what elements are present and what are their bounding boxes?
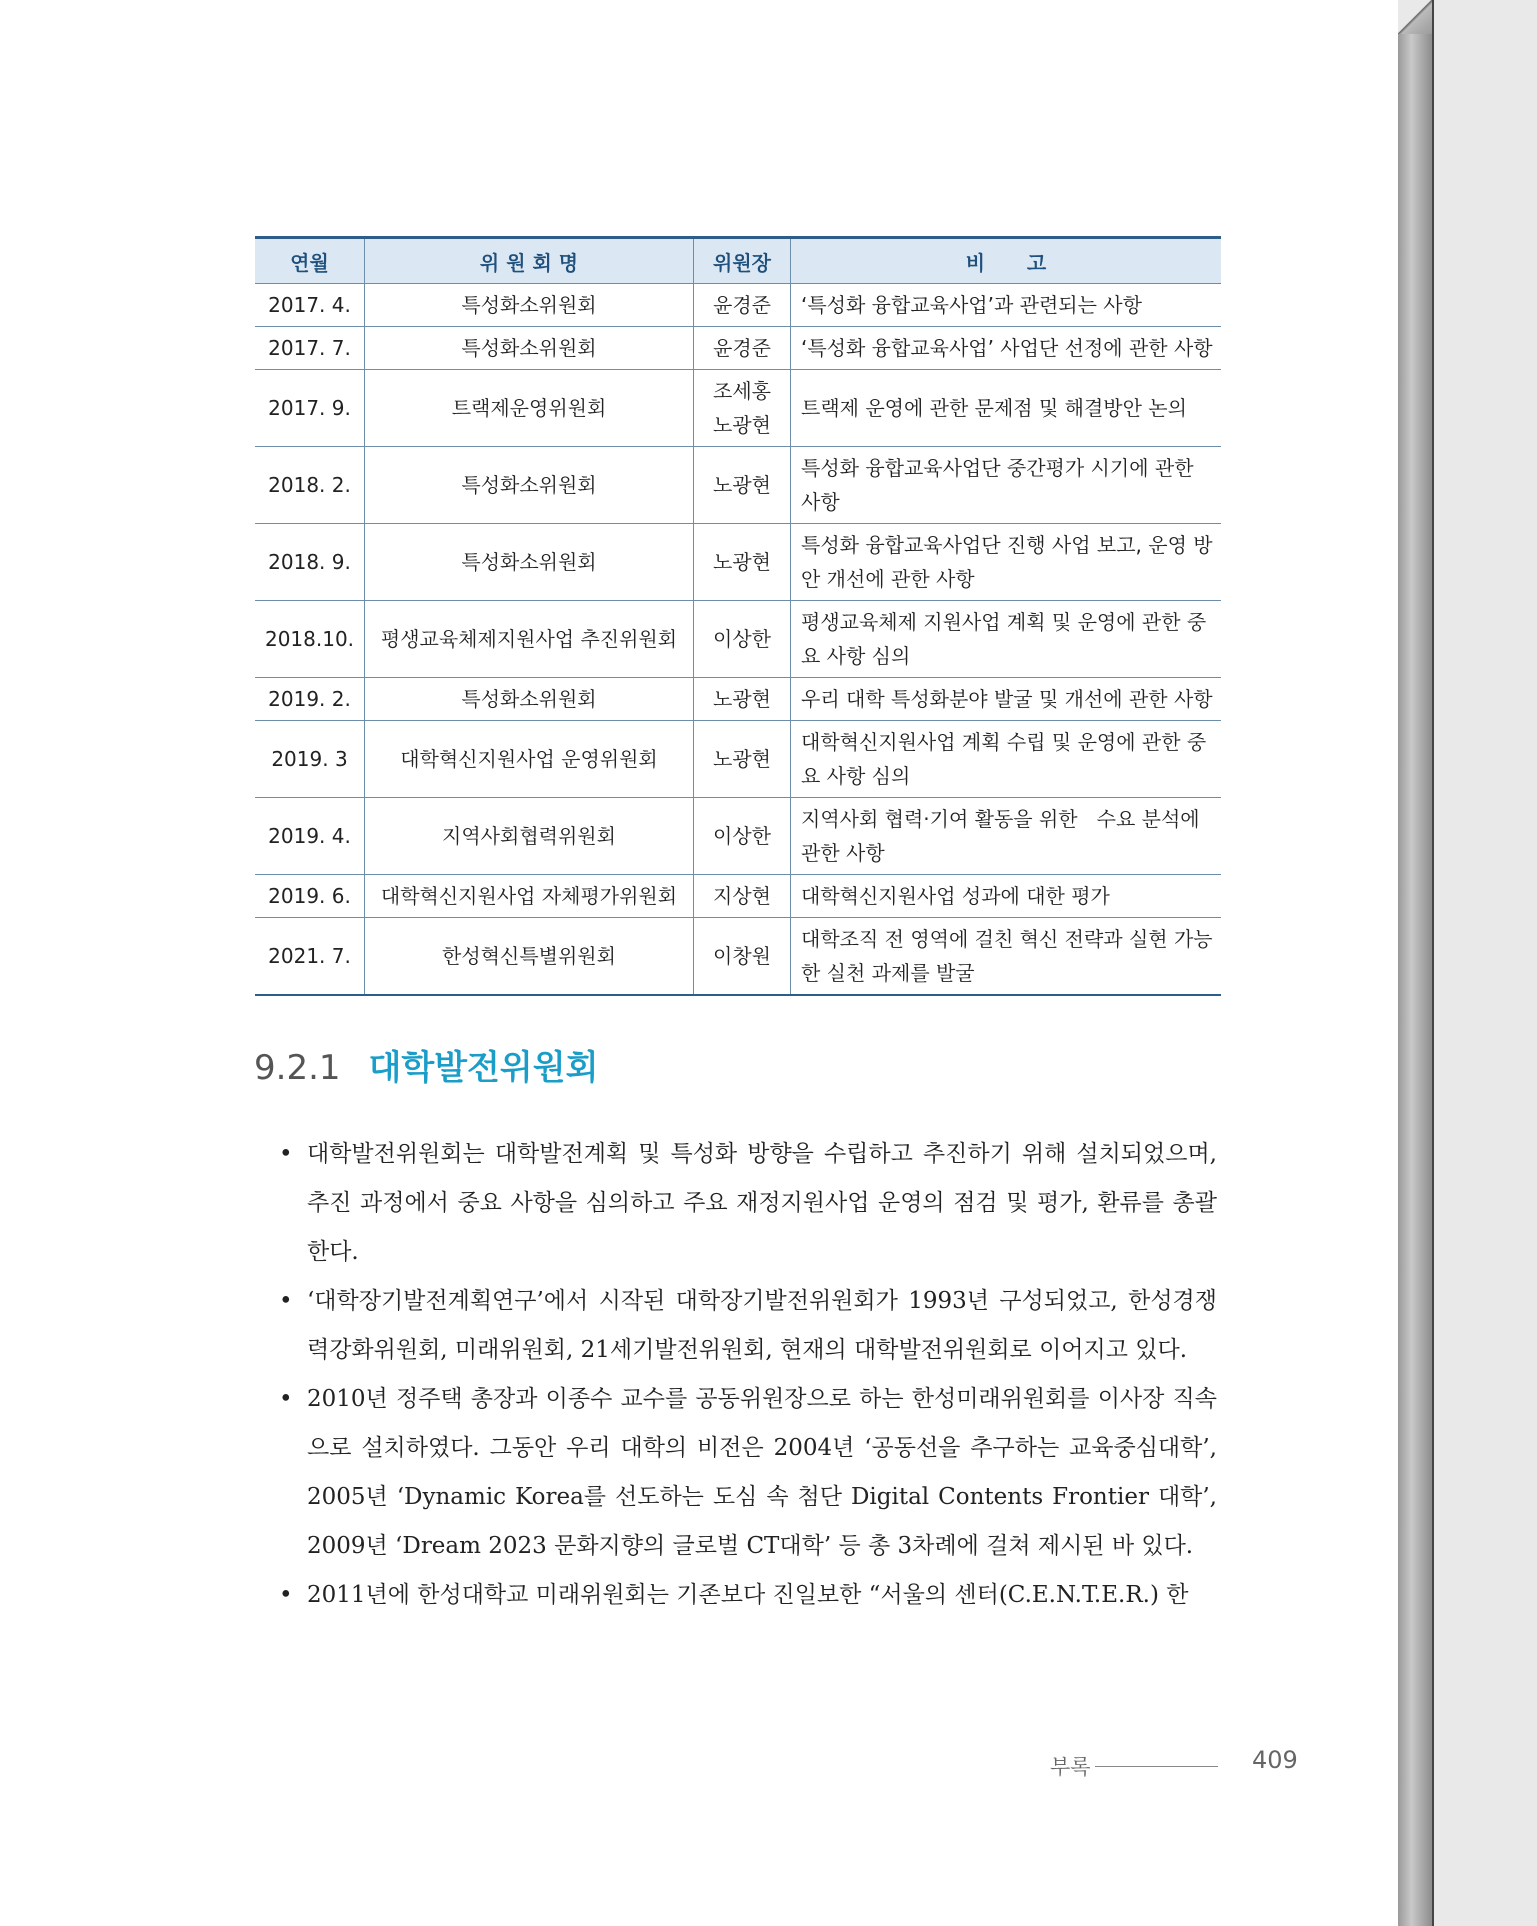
table-body <box>255 284 1221 996</box>
section-heading <box>254 1040 598 1089</box>
bullet-item: • 2011년에 한성대학교 미래위원회는 기존보다 진일보한 “서울의 센터(C.E.N.T.E.R.) 한 <box>285 1571 1217 1620</box>
table-row <box>255 284 1221 327</box>
cell-chair <box>694 798 791 875</box>
table-row <box>255 798 1221 875</box>
page-stack-edge <box>1398 0 1434 1926</box>
cell-date: 2018. 2. <box>255 447 365 524</box>
table-row <box>255 327 1221 370</box>
chair-name: 노광현 <box>713 473 771 497</box>
table-row <box>255 524 1221 601</box>
cell-note: 특성화 융합교육사업단 중간평가 시기에 관한 사항 <box>791 447 1222 524</box>
cell-date: 2018. 9. <box>255 524 365 601</box>
cell-committee-name: 트랙제운영위원회 <box>365 370 694 447</box>
table-row <box>255 370 1221 447</box>
chair-name: 노광현 <box>713 747 771 771</box>
table-row <box>255 875 1221 918</box>
cell-note: 대학혁신지원사업 계획 수립 및 운영에 관한 중요 사항 심의 <box>791 721 1222 798</box>
cell-note: 특성화 융합교육사업단 진행 사업 보고, 운영 방안 개선에 관한 사항 <box>791 524 1222 601</box>
page-corner-fold <box>1398 0 1432 34</box>
cell-date: 2019. 4. <box>255 798 365 875</box>
cell-date: 2019. 2. <box>255 678 365 721</box>
cell-chair <box>694 327 791 370</box>
cell-chair <box>694 918 791 996</box>
chair-name: 조세홍 <box>713 379 771 403</box>
table-row <box>255 678 1221 721</box>
cell-committee-name: 특성화소위원회 <box>365 447 694 524</box>
cell-committee-name: 지역사회협력위원회 <box>365 798 694 875</box>
table-header-row <box>255 238 1221 284</box>
chair-name: 지상현 <box>713 884 771 908</box>
footer-rule <box>1095 1766 1218 1767</box>
section-title: 대학발전위원회 <box>368 1048 599 1088</box>
footer-section-label: 부록 <box>1050 1755 1091 1779</box>
cell-chair <box>694 370 791 447</box>
cell-date: 2017. 9. <box>255 370 365 447</box>
bullet-item: • 2010년 정주택 총장과 이종수 교수를 공동위원장으로 하는 한성미래위원회를 이사장 직속으로 설치하였다. 그동안 우리 대학의 비전은 2004년 ‘공동선을 추구하는 교육중심대학’, 2005년 ‘Dynamic Korea를 선도하는 도심 속 첨단 Digital Contents Frontier 대학’, 2009년 ‘Dream 2023 문화지향의 글로벌 CT대학’ 등 총 3차례에 걸쳐 제시된 바 있다. <box>285 1375 1217 1571</box>
cell-note: 대학조직 전 영역에 걸친 혁신 전략과 실현 가능한 실천 과제를 발굴 <box>791 918 1222 996</box>
table-row <box>255 601 1221 678</box>
cell-committee-name: 대학혁신지원사업 운영위원회 <box>365 721 694 798</box>
cell-date: 2019. 3 <box>255 721 365 798</box>
chair-name: 노광현 <box>713 413 771 437</box>
table-row <box>255 918 1221 996</box>
cell-committee-name: 특성화소위원회 <box>365 284 694 327</box>
cell-chair <box>694 678 791 721</box>
chair-name: 노광현 <box>713 687 771 711</box>
cell-date: 2017. 7. <box>255 327 365 370</box>
cell-committee-name: 특성화소위원회 <box>365 678 694 721</box>
bullet-item: • 대학발전위원회는 대학발전계획 및 특성화 방향을 수립하고 추진하기 위해 설치되었으며, 추진 과정에서 중요 사항을 심의하고 주요 재정지원사업 운영의 점검 및 평가, 환류를 총괄한다. <box>285 1130 1217 1277</box>
chair-name: 윤경준 <box>713 293 771 317</box>
header-committee-name: 위 원 회 명 <box>365 238 694 284</box>
cell-committee-name: 특성화소위원회 <box>365 524 694 601</box>
bullet-list <box>285 1130 1217 1620</box>
cell-committee-name: 대학혁신지원사업 자체평가위원회 <box>365 875 694 918</box>
cell-note: 트랙제 운영에 관한 문제점 및 해결방안 논의 <box>791 370 1222 447</box>
table-row <box>255 721 1221 798</box>
chair-name: 윤경준 <box>713 336 771 360</box>
chair-name: 이상한 <box>713 824 771 848</box>
cell-note: 지역사회 협력·기여 활동을 위한 수요 분석에 관한 사항 <box>791 798 1222 875</box>
cell-note: ‘특성화 융합교육사업’ 사업단 선정에 관한 사항 <box>791 327 1222 370</box>
cell-note: ‘특성화 융합교육사업’과 관련되는 사항 <box>791 284 1222 327</box>
cell-committee-name: 한성혁신특별위원회 <box>365 918 694 996</box>
cell-chair <box>694 721 791 798</box>
header-note: 비 고 <box>791 238 1222 284</box>
cell-date: 2019. 6. <box>255 875 365 918</box>
chair-name: 이창원 <box>713 944 771 968</box>
cell-chair <box>694 601 791 678</box>
committee-table <box>255 236 1221 996</box>
cell-note: 평생교육체제 지원사업 계획 및 운영에 관한 중요 사항 심의 <box>791 601 1222 678</box>
cell-date: 2021. 7. <box>255 918 365 996</box>
chair-name: 노광현 <box>713 550 771 574</box>
section-number: 9.2.1 <box>254 1048 341 1088</box>
bullet-item: • ‘대학장기발전계획연구’에서 시작된 대학장기발전위원회가 1993년 구성되었고, 한성경쟁력강화위원회, 미래위원회, 21세기발전위원회, 현재의 대학발전위원회로 이어지고 있다. <box>285 1277 1217 1375</box>
page-number: 409 <box>1252 1746 1298 1774</box>
cell-chair <box>694 284 791 327</box>
cell-note: 우리 대학 특성화분야 발굴 및 개선에 관한 사항 <box>791 678 1222 721</box>
cell-date: 2017. 4. <box>255 284 365 327</box>
table-row <box>255 447 1221 524</box>
cell-chair <box>694 524 791 601</box>
cell-chair <box>694 875 791 918</box>
chair-name: 이상한 <box>713 627 771 651</box>
cell-committee-name: 특성화소위원회 <box>365 327 694 370</box>
cell-date: 2018.10. <box>255 601 365 678</box>
header-chair: 위원장 <box>694 238 791 284</box>
cell-committee-name: 평생교육체제지원사업 추진위원회 <box>365 601 694 678</box>
header-date: 연월 <box>255 238 365 284</box>
cell-chair <box>694 447 791 524</box>
cell-note: 대학혁신지원사업 성과에 대한 평가 <box>791 875 1222 918</box>
